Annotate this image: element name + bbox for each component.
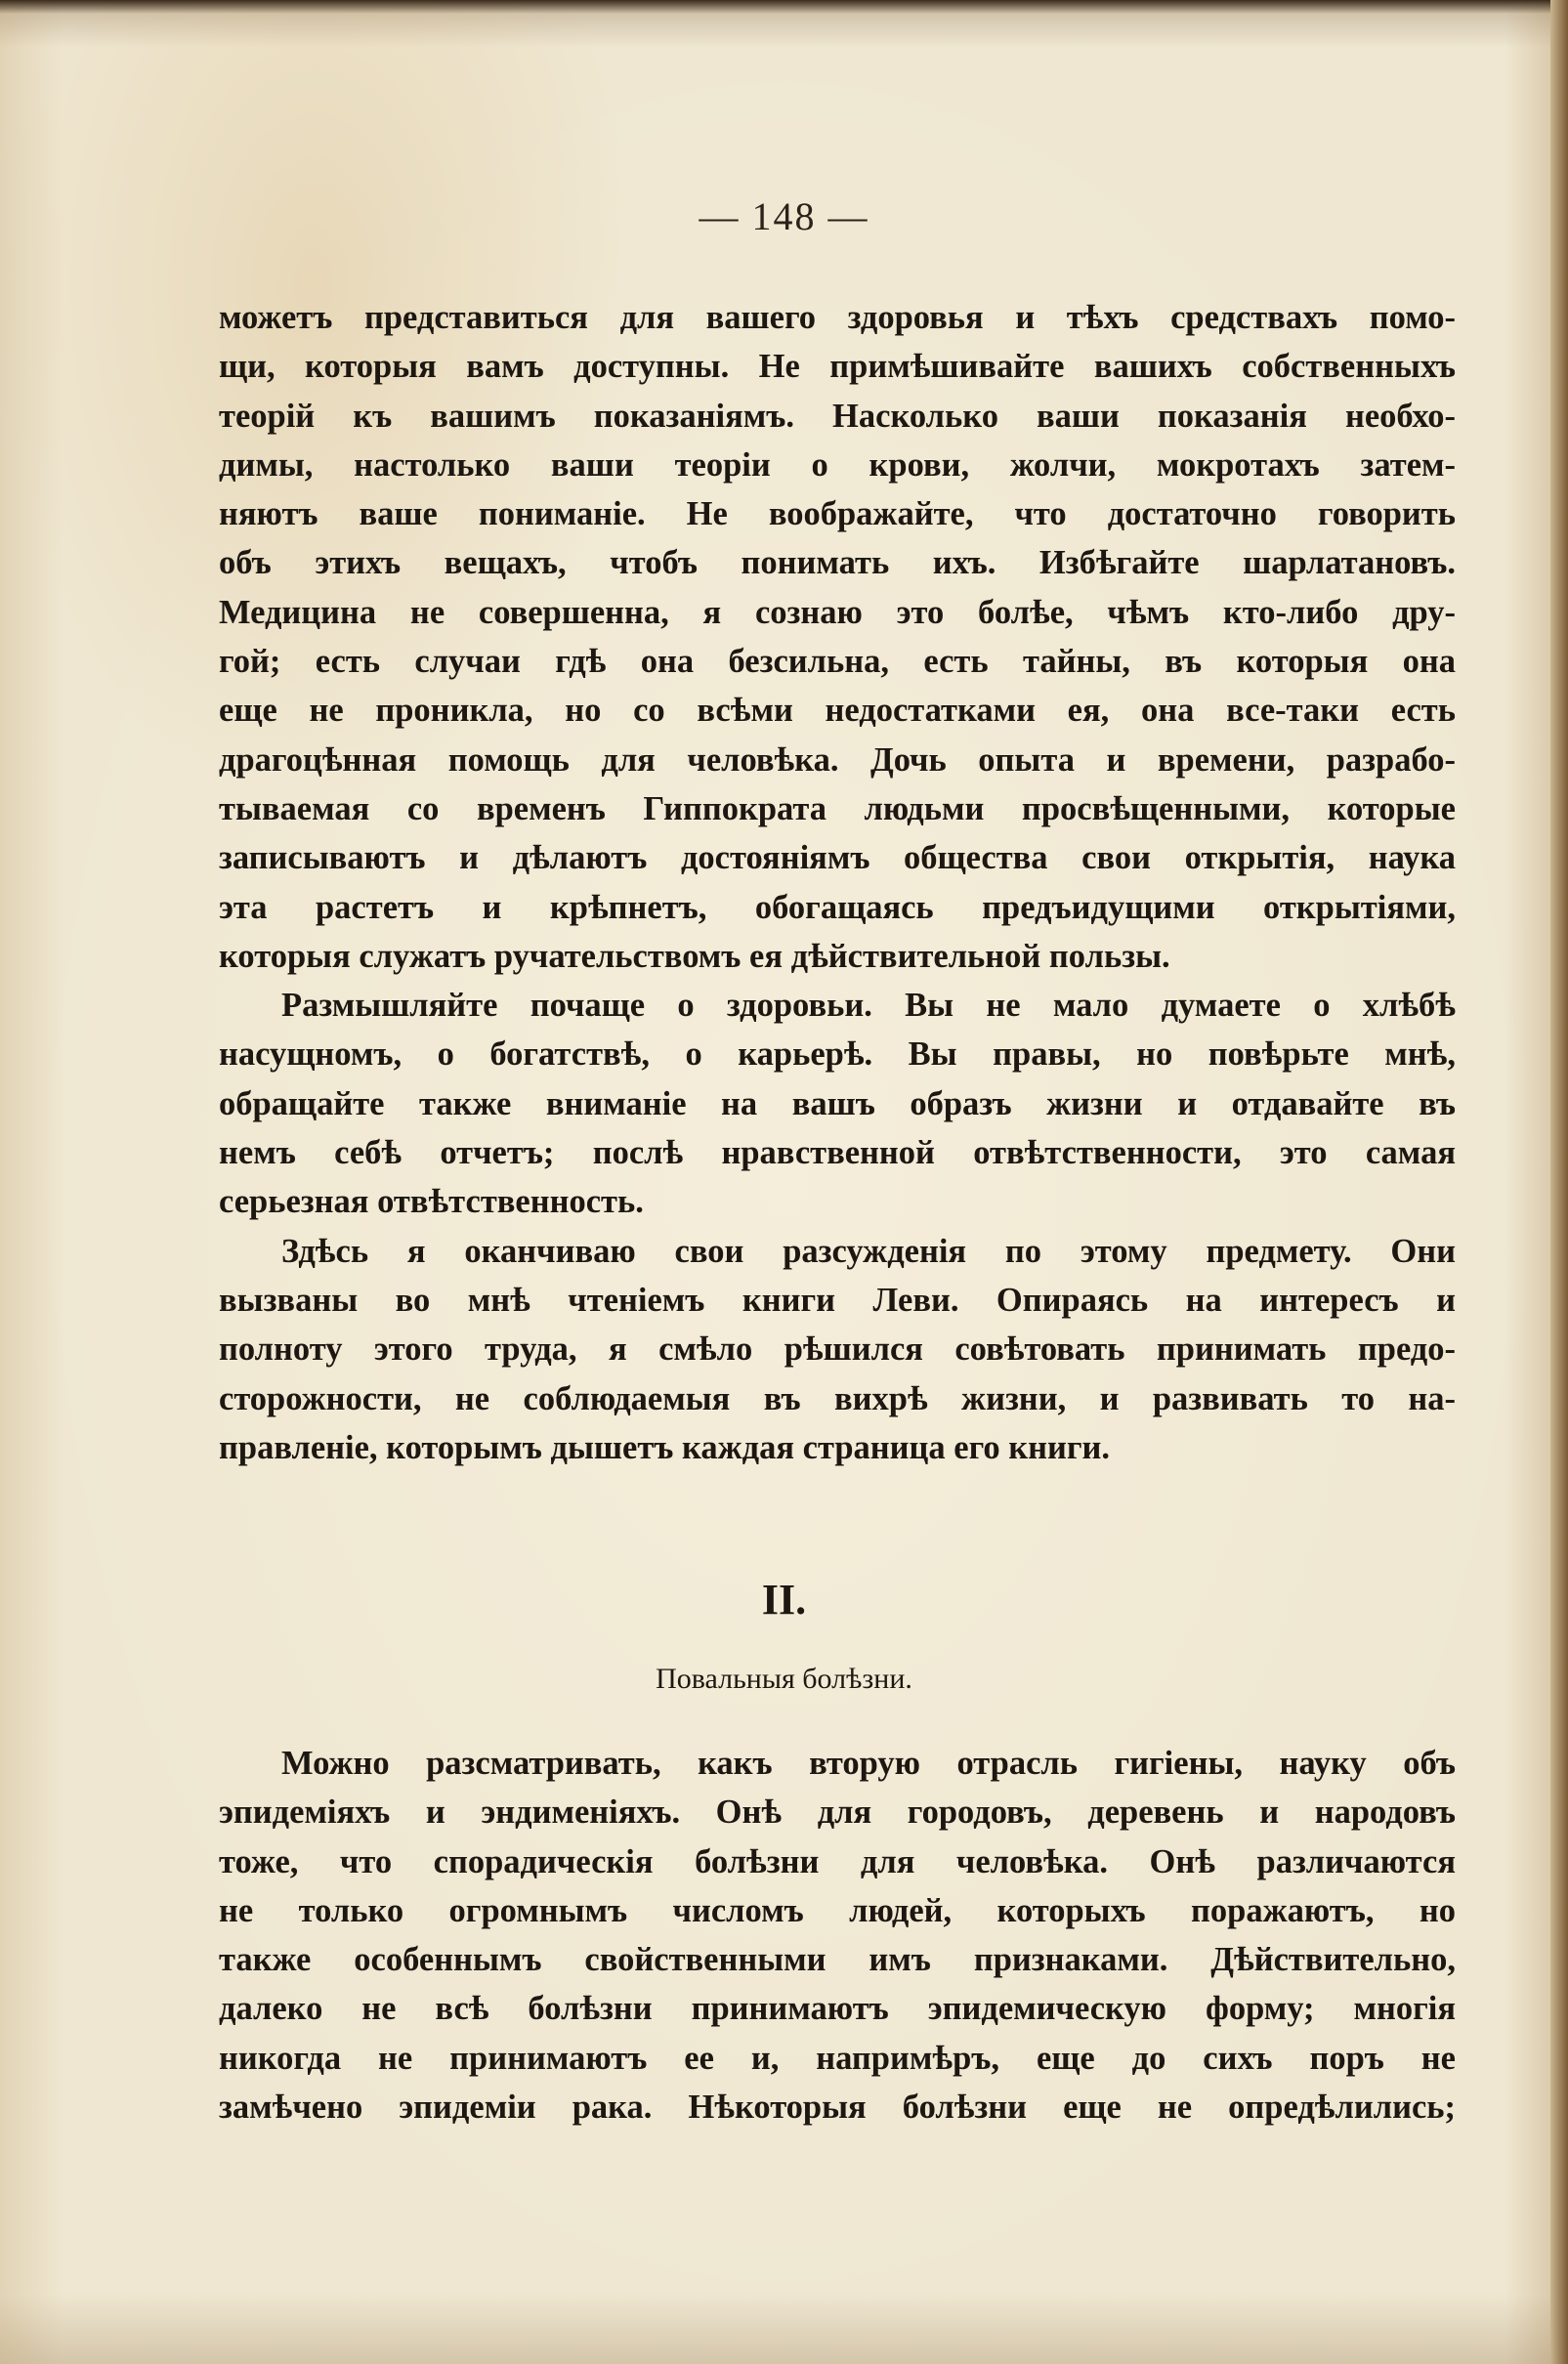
text-line: немъ себѣ отчетъ; послѣ нравственной отвѣтственности, это самая (219, 1134, 1456, 1172)
text-line: можетъ представиться для вашего здоровья и тѣхъ средствахъ помо- (219, 299, 1456, 336)
text-line: полноту этого труда, я смѣло рѣшился совѣтовать принимать предо- (219, 1330, 1456, 1369)
page-number: — 148 — (699, 194, 869, 238)
text-line: правленіе, которымъ дышетъ каждая страница его книги. (219, 1428, 1111, 1466)
text-line: Размышляйте почаще о здоровьи. Вы не мало думаете о хлѣбѣ (281, 987, 1456, 1025)
text-line: записываютъ и дѣлаютъ достояніямъ общества свои открытія, наука (219, 839, 1456, 877)
text-line: Можно разсматривать, какъ вторую отрасль гигіены, науку объ (281, 1745, 1456, 1782)
section-number: II. (761, 1576, 807, 1624)
text-line: объ этихъ вещахъ, чтобъ понимать ихъ. Избѣгайте шарлатановъ. (219, 544, 1456, 582)
text-line: вызваны во мнѣ чтеніемъ книги Леви. Опираясь на интересъ и (219, 1281, 1456, 1319)
text-line: эта растетъ и крѣпнетъ, обогащаясь предъидущими открытіями, (219, 888, 1456, 926)
page-top-edge (0, 0, 1568, 14)
text-block-bottom (219, 1739, 1456, 2132)
paragraph-3 (219, 1227, 1456, 1472)
text-line: никогда не принимаютъ ее и, напримѣръ, еще до сихъ поръ не (219, 2039, 1456, 2077)
text-line: тываемая со временъ Гиппократа людьми просвѣщенными, которые (219, 789, 1456, 827)
text-line: не только огромнымъ числомъ людей, которыхъ поражаютъ, но (219, 1891, 1456, 1929)
text-line: также особеннымъ свойственными имъ признаками. Дѣйствительно, (219, 1941, 1456, 1979)
text-line: еще не проникла, но со всѣми недостатками ея, она все-таки есть (219, 692, 1456, 730)
text-line: димы, настолько ваши теоріи о крови, жолчи, мокротахъ затем- (219, 445, 1456, 484)
text-block-top (219, 293, 1456, 1472)
text-line: тоже, что спорадическія болѣзни для человѣка. Онѣ различаются (219, 1842, 1456, 1880)
paragraph-2 (219, 981, 1456, 1226)
text-line: обращайте также вниманіе на вашъ образъ жизни и отдавайте въ (219, 1084, 1456, 1122)
text-line: Медицина не совершенна, я сознаю это болѣе, чѣмъ кто-либо дру- (219, 593, 1456, 631)
text-line: сторожности, не соблюдаемыя въ вихрѣ жизни, и развивать то на- (219, 1379, 1456, 1417)
section-title: Повальныя болѣзни. (656, 1663, 912, 1695)
text-line: насущномъ, о богатствѣ, о карьерѣ. Вы правы, но повѣрьте мнѣ, (219, 1035, 1456, 1074)
text-line: няютъ ваше пониманіе. Не воображайте, что достаточно говорить (219, 495, 1456, 533)
text-line: замѣчено эпидеміи рака. Нѣкоторыя болѣзни еще не опредѣлились; (219, 2089, 1456, 2127)
paragraph-4 (219, 1739, 1456, 2132)
text-line: щи, которыя вамъ доступны. Не примѣшивайте вашихъ собственныхъ (219, 348, 1456, 386)
text-line: драгоцѣнная помощь для человѣка. Дочь опыта и времени, разрабо- (219, 740, 1456, 779)
text-line: гой; есть случаи гдѣ она безсильна, есть тайны, въ которыя она (219, 643, 1456, 681)
text-line: которыя служатъ ручательствомъ ея дѣйствительной пользы. (219, 937, 1170, 975)
page-right-edge (1550, 0, 1568, 2364)
text-line: серьезная отвѣтственность. (219, 1183, 644, 1221)
text-line: теорій къ вашимъ показаніямъ. Насколько ваши показанія необхо- (219, 397, 1456, 435)
text-line: эпидеміяхъ и эндименіяхъ. Онѣ для городовъ, деревень и народовъ (219, 1794, 1456, 1832)
paragraph-1 (219, 293, 1456, 981)
text-line: Здѣсь я оканчиваю свои разсужденія по этому предмету. Они (281, 1232, 1456, 1270)
text-line: далеко не всѣ болѣзни принимаютъ эпидемическую форму; многія (219, 1990, 1456, 2028)
